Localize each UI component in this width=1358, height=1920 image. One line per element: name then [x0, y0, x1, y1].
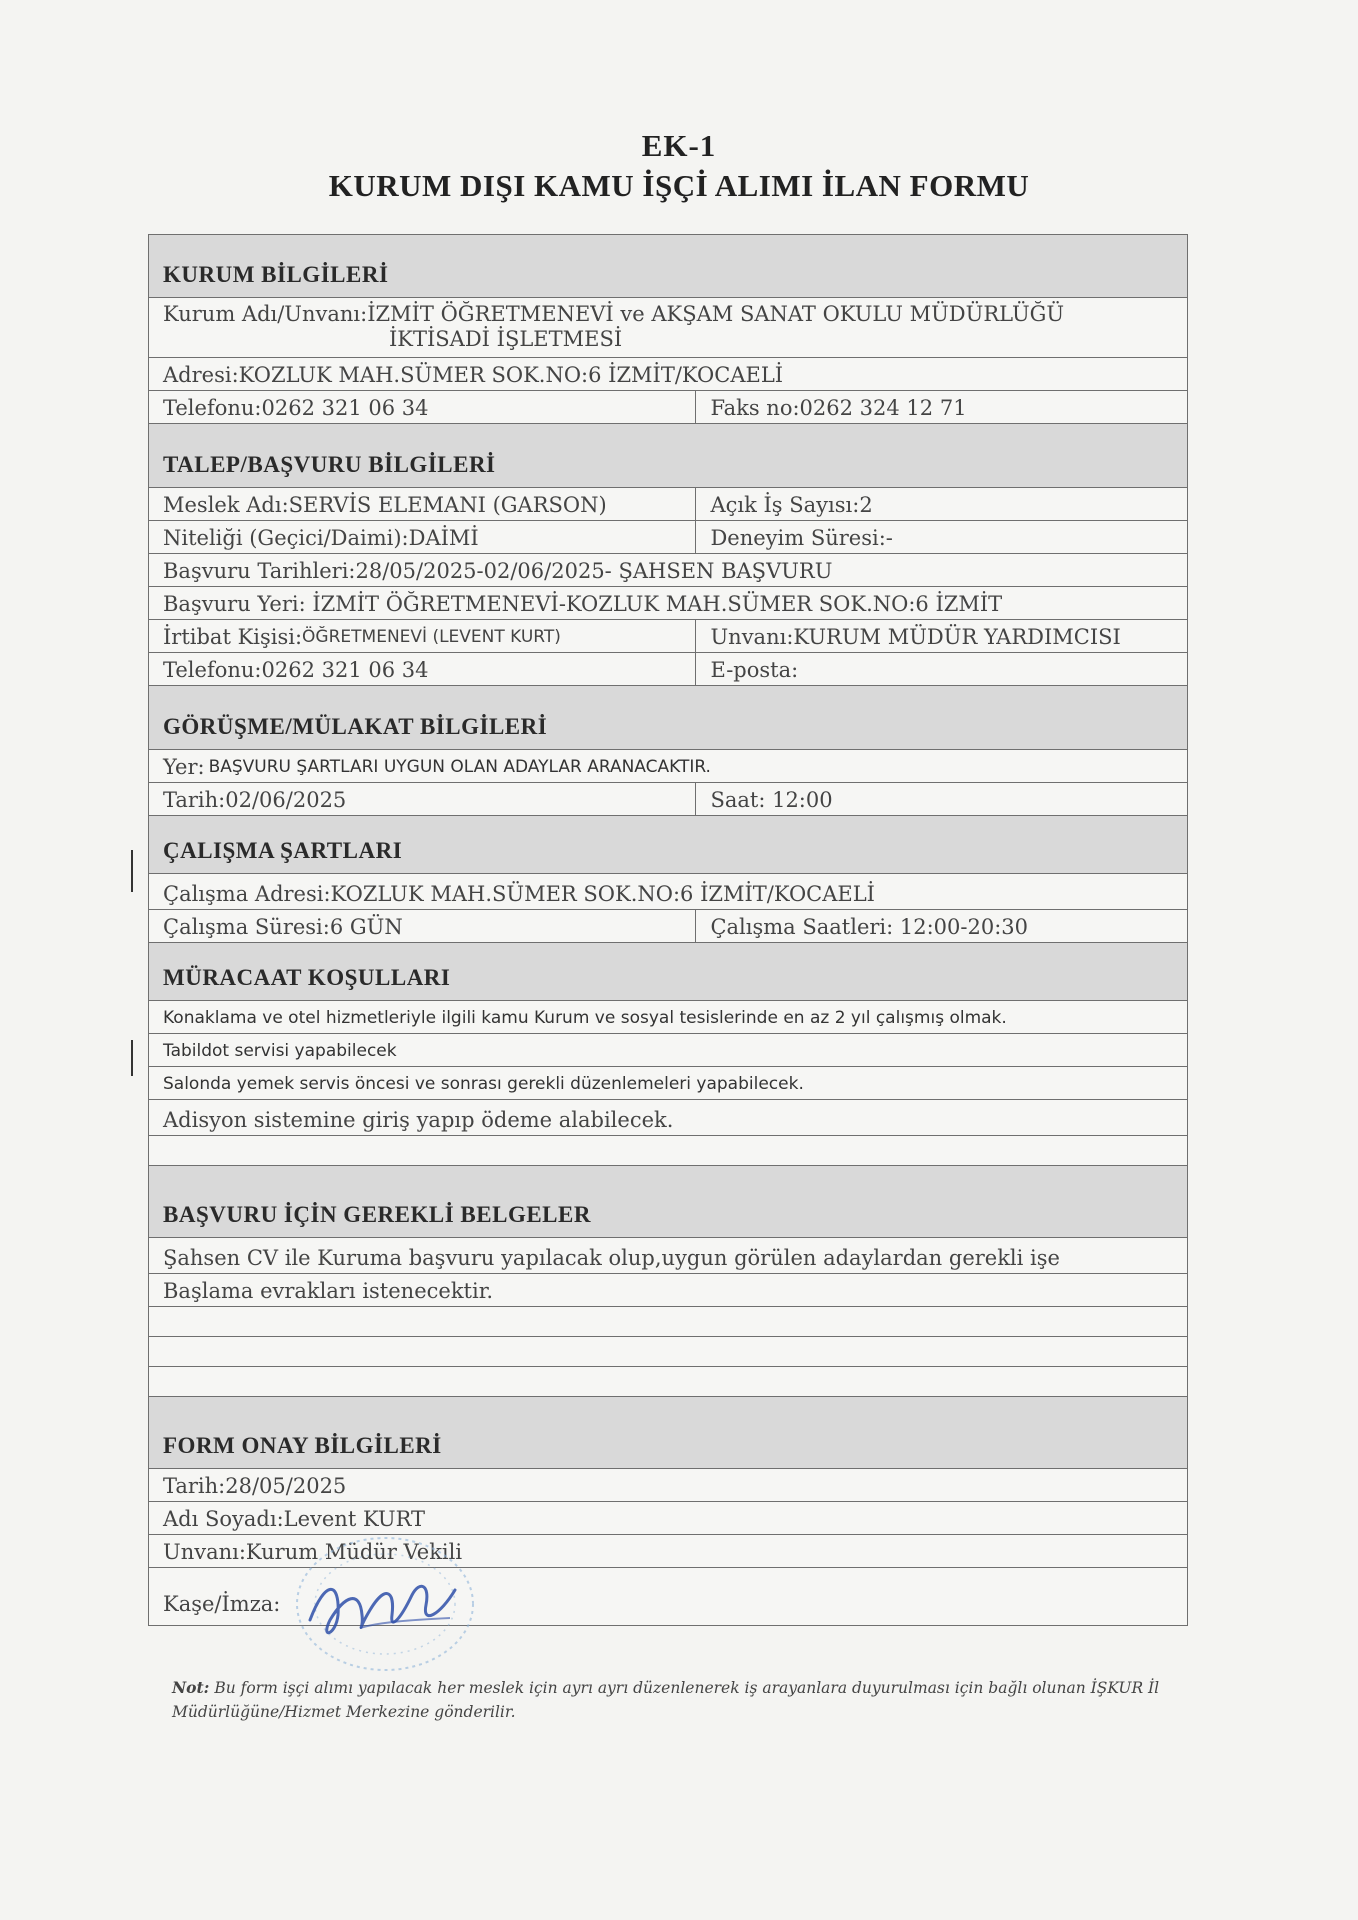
empty-row: [148, 1367, 1188, 1397]
kurum-adres-row: Adresi:KOZLUK MAH.SÜMER SOK.NO:6 İZMİT/KOCAELİ: [148, 358, 1188, 391]
muracaat-item: Tabildot servisi yapabilecek: [148, 1034, 1188, 1067]
section-heading-onay: FORM ONAY BİLGİLERİ: [148, 1397, 1188, 1469]
irtibat-unvan: Unvanı:KURUM MÜDÜR YARDIMCISI: [710, 625, 1121, 649]
basvuru-yeri-row: Başvuru Yeri: İZMİT ÖĞRETMENEVİ-KOZLUK MAH.SÜMER SOK.NO:6 İZMİT: [148, 587, 1188, 620]
kurum-telefon: Telefonu:0262 321 06 34: [163, 391, 696, 423]
form-table: [148, 234, 1188, 1626]
gorusme-yer-row: Yer: BAŞVURU ŞARTLARI UYGUN OLAN ADAYLAR ARANACAKTIR.: [148, 750, 1188, 783]
kurum-telefon-row: [148, 391, 1188, 424]
empty-row: [148, 1307, 1188, 1337]
deneyim-suresi: Deneyim Süresi:-: [710, 526, 893, 550]
section-heading-gorusme: GÖRÜŞME/MÜLAKAT BİLGİLERİ: [148, 686, 1188, 750]
eposta: E-posta:: [710, 658, 799, 682]
talep-telefon-row: [148, 653, 1188, 686]
page-title: KURUM DIŞI KAMU İŞÇİ ALIMI İLAN FORMU: [328, 168, 1030, 203]
onay-kase-row: Kaşe/İmza:: [148, 1568, 1188, 1626]
belgeler-line: Şahsen CV ile Kuruma başvuru yapılacak olup,uygun görülen adaylardan gerekli işe: [148, 1238, 1188, 1274]
margin-mark: [131, 1040, 133, 1076]
signature: [300, 1560, 470, 1650]
meslek-row: [148, 488, 1188, 521]
irtibat-row: [148, 620, 1188, 653]
nitelik-row: [148, 521, 1188, 554]
acik-is-sayisi: Açık İş Sayısı:2: [710, 493, 873, 517]
section-heading-muracaat: MÜRACAAT KOŞULLARI: [148, 943, 1188, 1001]
kurum-adi-row: [148, 298, 1188, 358]
margin-mark: [131, 850, 133, 892]
page-header: [0, 128, 1358, 204]
gorusme-tarih-row: [148, 783, 1188, 816]
gorusme-saat: Saat: 12:00: [710, 788, 833, 812]
irtibat-kisisi: İrtibat Kişisi: ÖĞRETMENEVİ (LEVENT KURT): [163, 620, 696, 652]
meslek-adi: Meslek Adı:SERVİS ELEMANI (GARSON): [163, 488, 696, 520]
onay-tarih-row: Tarih:28/05/2025: [148, 1469, 1188, 1502]
footnote: Not: Bu form işçi alımı yapılacak her meslek için ayrı ayrı düzenlenerek iş arayanlara duyurulması için bağlı olunan İŞKUR İl Müdürlüğüne/Hizmet Merkezine gönderilir.: [172, 1678, 1160, 1721]
muracaat-item: Konaklama ve otel hizmetleriyle ilgili kamu Kurum ve sosyal tesislerinde en az 2 yıl çalışmış olmak.: [148, 1001, 1188, 1034]
kurum-adi-line2: İKTİSADİ İŞLETMESİ: [389, 326, 623, 351]
calisma-saatleri: Çalışma Saatleri: 12:00-20:30: [710, 915, 1029, 939]
section-heading-calisma: ÇALIŞMA ŞARTLARI: [148, 816, 1188, 874]
talep-telefon: Telefonu:0262 321 06 34: [163, 653, 696, 685]
calisma-sure-row: [148, 910, 1188, 943]
calisma-adresi-row: Çalışma Adresi:KOZLUK MAH.SÜMER SOK.NO:6 İZMİT/KOCAELİ: [148, 874, 1188, 910]
calisma-suresi: Çalışma Süresi:6 GÜN: [163, 910, 696, 942]
section-heading-talep: TALEP/BAŞVURU BİLGİLERİ: [148, 424, 1188, 488]
section-heading-kurum: KURUM BİLGİLERİ: [148, 234, 1188, 298]
muracaat-item: Adisyon sistemine giriş yapıp ödeme alabilecek.: [148, 1100, 1188, 1136]
muracaat-item: Salonda yemek servis öncesi ve sonrası gerekli düzenlemeleri yapabilecek.: [148, 1067, 1188, 1100]
kurum-faks: Faks no:0262 324 12 71: [710, 396, 967, 420]
onay-adi-row: Adı Soyadı:Levent KURT: [148, 1502, 1188, 1535]
annex-label: EK-1: [641, 128, 717, 163]
basvuru-tarihleri-row: Başvuru Tarihleri:28/05/2025-02/06/2025- ŞAHSEN BAŞVURU: [148, 554, 1188, 587]
gorusme-tarih: Tarih:02/06/2025: [163, 783, 696, 815]
section-heading-belgeler: BAŞVURU İÇİN GEREKLİ BELGELER: [148, 1166, 1188, 1238]
empty-row: [148, 1136, 1188, 1166]
belgeler-line: Başlama evrakları istenecektir.: [148, 1274, 1188, 1307]
kurum-adi-line1: Kurum Adı/Unvanı:İZMİT ÖĞRETMENEVİ ve AKŞAM SANAT OKULU MÜDÜRLÜĞÜ: [163, 301, 1065, 326]
empty-row: [148, 1337, 1188, 1367]
onay-unvan-row: Unvanı:Kurum Müdür Vekili: [148, 1535, 1188, 1568]
nitelik: Niteliği (Geçici/Daimi):DAİMİ: [163, 521, 696, 553]
